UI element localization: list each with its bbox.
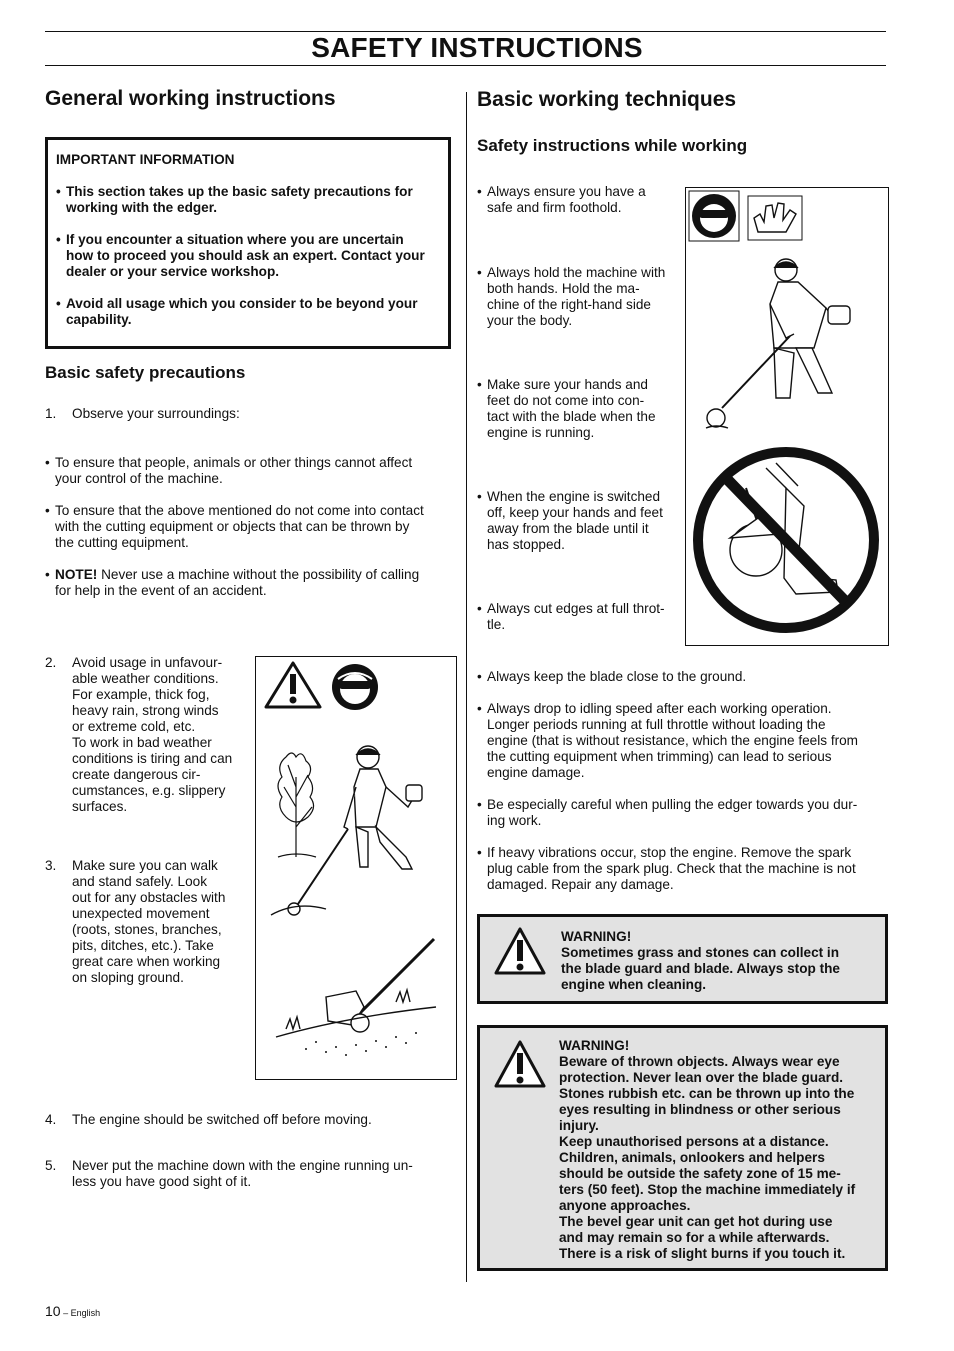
important-info-title: IMPORTANT INFORMATION	[56, 152, 235, 167]
working-bullet: • Always drop to idling speed after each working operation. Longer periods running at full throttle without loading the engine (that is without resistance, which the engine feels from the cutting equipment when trimming) can lead to serious engine damage.	[477, 701, 859, 780]
page-title: SAFETY INSTRUCTIONS	[311, 32, 643, 63]
right-heading: Basic working techniques	[477, 88, 737, 111]
precaution-bullet: • To ensure that the above mentioned do not come into contact with the cutting equipment or objects that can be thrown by the cutting equipment.	[45, 503, 424, 550]
working-bullet: • Always cut edges at full throt- tle.	[477, 601, 665, 632]
step-5: 5. Never put the machine down with the engine running un- less you have good sight of it.	[45, 1158, 413, 1189]
person-with-edger-icon	[271, 746, 422, 915]
warning-triangle-icon	[266, 663, 320, 707]
person-with-edger-icon	[706, 259, 850, 428]
eye-protection-icon	[332, 664, 378, 710]
working-bullet: • Always keep the blade close to the ground.	[477, 669, 747, 684]
working-bullet: • Make sure your hands and feet do not come into con- tact with the blade when the engine is running.	[477, 377, 656, 440]
weather-illustration	[255, 656, 457, 1080]
important-item: • If you encounter a situation where you are uncertain how to proceed you should ask an expert. Contact your dealer or your service workshop.	[56, 232, 425, 279]
warning-title: WARNING!	[559, 1038, 630, 1053]
header-rule-bottom	[45, 65, 886, 66]
column-divider	[466, 92, 467, 1282]
warning-triangle-icon	[492, 925, 548, 977]
working-bullet: • When the engine is switched off, keep your hands and feet away from the blade until it has stopped.	[477, 489, 663, 552]
working-bullet: • If heavy vibrations occur, stop the engine. Remove the spark plug cable from the spark plug. Check that the machine is not damaged. Repair any damage.	[477, 845, 856, 892]
eye-protection-icon	[689, 191, 739, 241]
edger-closeup-icon	[276, 939, 436, 1056]
glove-icon	[748, 196, 802, 240]
tree-icon	[278, 753, 316, 857]
important-item: • This section takes up the basic safety precautions for working with the edger.	[56, 184, 413, 215]
working-illustration	[685, 187, 889, 646]
working-bullet: • Always ensure you have a safe and firm foothold.	[477, 184, 646, 215]
page-number: 10	[45, 1303, 61, 1319]
page-footer	[45, 1303, 100, 1321]
warning-triangle-icon	[492, 1038, 548, 1090]
note-label: NOTE!	[55, 567, 98, 582]
warning-box-thrown-objects: WARNING! Beware of thrown objects. Always wear eye protection. Never lean over the blade guard. Stones rubbish etc. can be thrown up into the eyes resulting in blindness or other serious injury. Keep unauthorised persons at a distance. Children, animals, onlookers and helpers should be outside the safety zone of 15 me- ters (50 feet). Stop the machine immediately if anyone approaches. The bevel gear unit can get hot during use and may remain so for a while afterwards. There is a risk of slight burns if you touch it.	[477, 1025, 888, 1271]
important-item: • Avoid all usage which you consider to be beyond your capability.	[56, 296, 418, 327]
important-info-box	[45, 137, 451, 349]
warning-box-grass: WARNING! Sometimes grass and stones can collect in the blade guard and blade. Always stop the engine when cleaning.	[477, 914, 888, 1004]
working-safety-subheading: Safety instructions while working	[477, 136, 748, 155]
working-bullet: • Always hold the machine with both hands. Hold the ma- chine of the right-hand side your the body.	[477, 265, 666, 328]
step-4: 4. The engine should be switched off before moving.	[45, 1112, 372, 1127]
left-heading: General working instructions	[45, 87, 336, 110]
step-3: 3. Make sure you can walk and stand safely. Look out for any obstacles with unexpected movement (roots, stones, branches, pits, ditches, etc.). Take great care when working on sloping ground.	[45, 858, 226, 985]
working-bullet: • Be especially careful when pulling the edger towards you dur- ing work.	[477, 797, 858, 828]
basic-safety-subheading: Basic safety precautions	[45, 363, 246, 382]
prohibited-sign-icon	[698, 452, 874, 628]
step-1: 1. Observe your surroundings:	[45, 406, 240, 421]
precaution-bullet: • To ensure that people, animals or other things cannot affect your control of the machine.	[45, 455, 413, 486]
footer-language: – English	[60, 1308, 101, 1318]
warning-title: WARNING!	[561, 929, 632, 944]
note-bullet: • NOTE! Never use a machine without the possibility of calling for help in the event of an accident.	[45, 567, 420, 598]
step-2: 2. Avoid usage in unfavour- able weather conditions. For example, thick fog, heavy rain, strong winds or extreme cold, etc. To work in bad weather conditions is tiring and can create dangerous cir- cumstances, e.g. slippery surfaces.	[45, 655, 233, 814]
